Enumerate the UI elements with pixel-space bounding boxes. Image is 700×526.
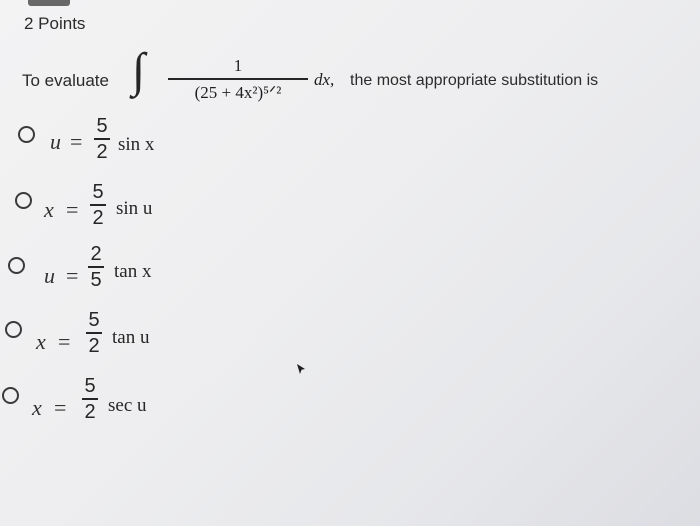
option-3-denominator: 5 <box>90 268 102 291</box>
option-5-variable: x <box>32 395 42 420</box>
option-3-fraction-bar <box>88 266 104 268</box>
option-1-fraction-bar <box>94 138 110 140</box>
option-4[interactable] <box>0 309 200 369</box>
mouse-cursor-icon <box>296 363 306 375</box>
option-4-denominator: 2 <box>88 334 100 357</box>
integrand-denominator: (25 + 4x²)⁵ᐟ² <box>194 82 282 102</box>
option-2-function: sin u <box>116 198 153 219</box>
option-1-fraction <box>94 115 110 163</box>
fraction-bar <box>168 78 308 80</box>
option-2-denominator: 2 <box>92 206 104 229</box>
option-1-equals: = <box>70 129 83 154</box>
option-1-denominator: 2 <box>96 140 108 163</box>
points-label: 2 Points <box>24 14 86 33</box>
differential <box>314 70 334 90</box>
option-3[interactable] <box>0 241 200 301</box>
option-4-numerator: 5 <box>88 309 100 331</box>
option-4-fraction <box>86 309 102 357</box>
option-4-equals: = <box>58 329 71 354</box>
option-5-denominator: 2 <box>84 400 96 423</box>
radio-button-icon[interactable] <box>8 257 25 274</box>
radio-button-icon[interactable] <box>18 126 35 143</box>
option-3-variable: u <box>44 263 55 288</box>
radio-button-icon[interactable] <box>5 321 22 338</box>
option-4-variable: x <box>36 329 46 354</box>
option-5-numerator: 5 <box>84 375 96 397</box>
option-5-fraction <box>82 375 98 423</box>
option-5-fraction-bar <box>82 398 98 400</box>
prompt-prefix: To evaluate <box>22 71 109 90</box>
option-4-function: tan u <box>112 327 150 348</box>
option-2-equals: = <box>66 197 79 222</box>
option-2[interactable] <box>0 178 200 238</box>
integrand-fraction <box>168 56 308 103</box>
integrand-numerator: 1 <box>233 56 243 75</box>
option-4-fraction-bar <box>86 332 102 334</box>
option-1-function: sin x <box>118 134 155 155</box>
option-2-fraction-bar <box>90 204 106 206</box>
prompt-suffix: the most appropriate substitution is <box>350 72 599 89</box>
radio-button-icon[interactable] <box>2 387 19 404</box>
option-2-variable: x <box>44 197 54 222</box>
radio-button-icon[interactable] <box>15 192 32 209</box>
integral-sign: ∫ <box>132 44 146 97</box>
option-5-function: sec u <box>108 395 147 416</box>
option-3-numerator: 2 <box>90 243 102 265</box>
option-5-equals: = <box>54 395 67 420</box>
option-2-fraction <box>90 181 106 229</box>
differential-text: dx, <box>314 70 335 89</box>
option-2-numerator: 5 <box>92 181 104 203</box>
option-5[interactable] <box>0 375 200 435</box>
option-3-function: tan x <box>114 261 152 282</box>
option-1-variable: u <box>50 129 61 154</box>
option-1[interactable] <box>0 115 200 175</box>
option-1-numerator: 5 <box>96 115 108 137</box>
option-3-equals: = <box>66 263 79 288</box>
cropped-question-number <box>28 0 70 6</box>
option-3-fraction <box>88 243 104 291</box>
